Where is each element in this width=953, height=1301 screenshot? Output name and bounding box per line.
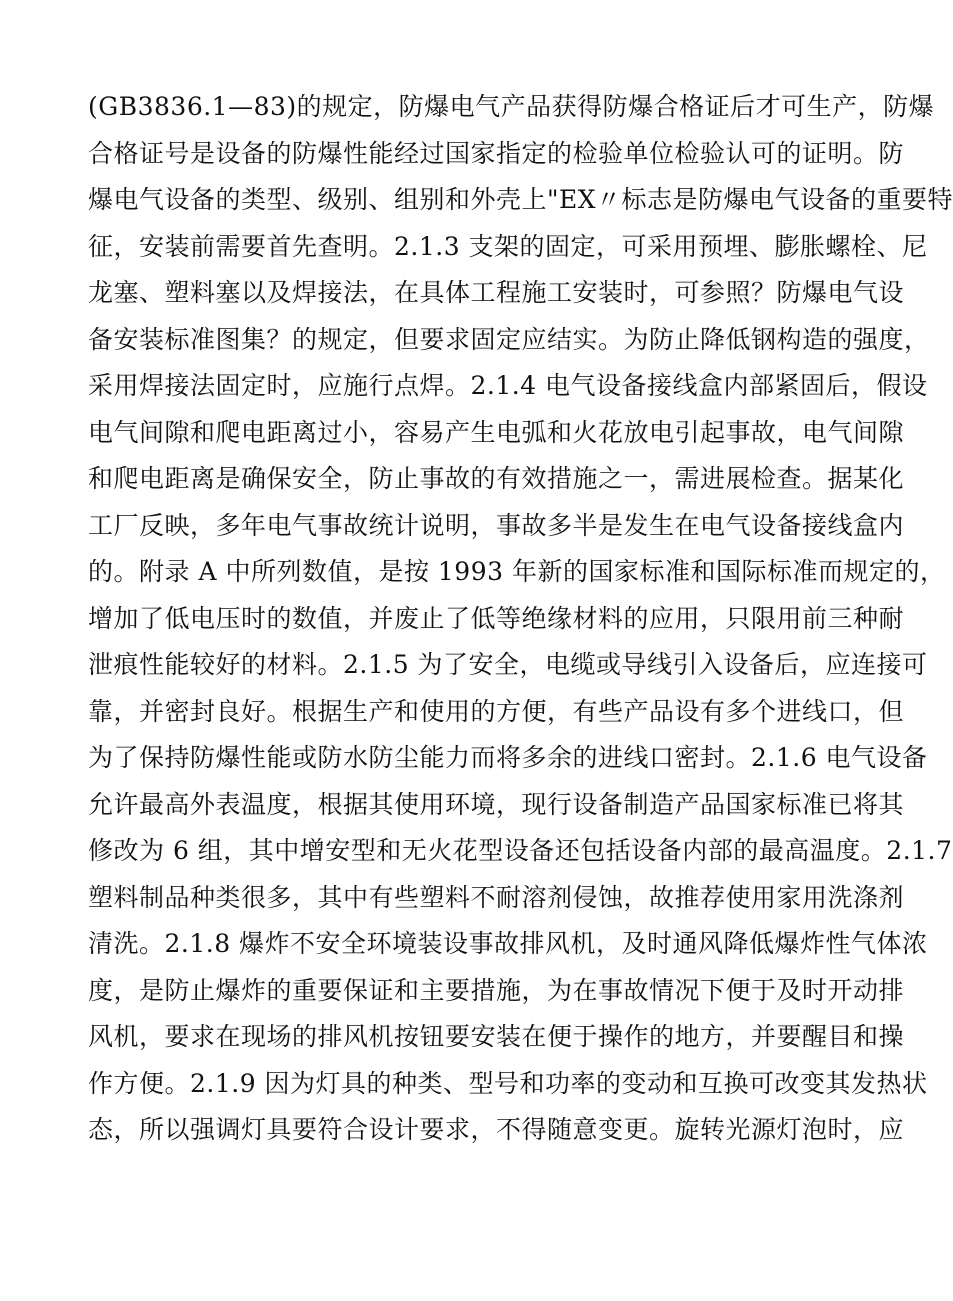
body-text — [88, 84, 953, 1154]
text-line: 允许最高外表温度，根据其使用环境，现行设备制造产品国家标准已将其 — [88, 789, 905, 819]
text-line: 爆电气设备的类型、级别、组别和外壳上"EX〃标志是防爆电气设备的重要特 — [88, 185, 953, 214]
text-line: 塑料制品种类很多，其中有些塑料不耐溶剂侵蚀，故推荐使用家用洗涤剂 — [88, 882, 905, 912]
text-line: 电气间隙和爬电距离过小，容易产生电弧和火花放电引起事故，电气间隙 — [88, 417, 905, 447]
text-line: 工厂反映，多年电气事故统计说明，事故多半是发生在电气设备接线盒内 — [88, 510, 905, 540]
text-line: 采用焊接法固定时，应施行点焊。2.1.4 电气设备接线盒内部紧固后，假设 — [88, 371, 928, 400]
text-line: 清洗。2.1.8 爆炸不安全环境装设事故排风机，及时通风降低爆炸性气体浓 — [88, 929, 928, 958]
text-line: 靠，并密封良好。根据生产和使用的方便，有些产品设有多个进线口，但 — [88, 696, 905, 726]
text-line: 增加了低电压时的数值，并废止了低等绝缘材料的应用，只限用前三种耐 — [88, 603, 905, 633]
text-line: 泄痕性能较好的材料。2.1.5 为了安全，电缆或导线引入设备后，应连接可 — [88, 650, 928, 679]
text-line: 修改为 6 组，其中增安型和无火花型设备还包括设备内部的最高温度。2.1.7 — [88, 836, 953, 865]
text-line: 为了保持防爆性能或防水防尘能力而将多余的进线口密封。2.1.6 电气设备 — [88, 743, 928, 772]
text-line: 态，所以强调灯具要符合设计要求，不得随意变更。旋转光源灯泡时，应 — [88, 1115, 905, 1144]
text-line: 龙塞、塑料塞以及焊接法，在具体工程施工安装时，可参照？防爆电气设 — [88, 278, 905, 307]
text-line: 风机，要求在现场的排风机按钮要安装在便于操作的地方，并要醒目和操 — [88, 1022, 905, 1051]
text-line: 度，是防止爆炸的重要保证和主要措施，为在事故情况下便于及时开动排 — [88, 975, 905, 1005]
text-line: 和爬电距离是确保安全，防止事故的有效措施之一，需进展检查。据某化 — [88, 464, 905, 493]
text-line: 合格证号是设备的防爆性能经过国家指定的检验单位检验认可的证明。防 — [88, 138, 905, 168]
text-line: 备安装标准图集？的规定，但要求固定应结实。为防止降低钢构造的强度， — [88, 324, 930, 354]
text-line: 的。附录 A 中所列数值，是按 1993 年新的国家标准和国际标准而规定的， — [88, 557, 946, 586]
text-line: (GB3836.1—83)的规定，防爆电气产品获得防爆合格证后才可生产，防爆 — [88, 92, 935, 121]
text-line: 征，安装前需要首先查明。2.1.3 支架的固定，可采用预埋、膨胀螺栓、尼 — [88, 231, 928, 261]
text-line: 作方便。2.1.9 因为灯具的种类、型号和功率的变动和互换可改变其发热状 — [88, 1068, 928, 1098]
